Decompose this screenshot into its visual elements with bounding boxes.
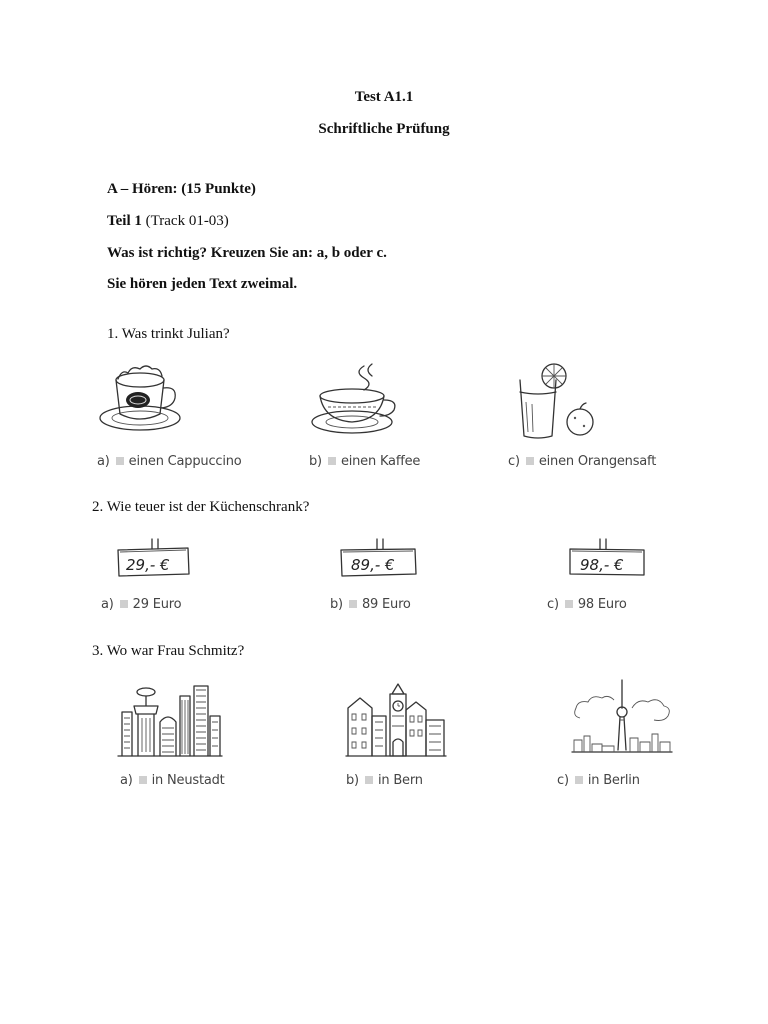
question-1: 1. Was trinkt Julian? <box>107 326 230 342</box>
answer-2b-checkbox[interactable] <box>349 600 357 608</box>
track-info: (Track 01-03) <box>141 213 229 229</box>
answer-letter: a) <box>120 773 133 788</box>
price-tag-a-image <box>114 538 194 586</box>
price-tag-c-text: 98,- € <box>580 556 624 574</box>
answer-3c <box>557 773 640 788</box>
test-title: Test A1.1 <box>354 89 414 105</box>
answer-letter: c) <box>547 597 559 612</box>
answer-label: einen Kaffee <box>340 454 421 469</box>
answer-3c-checkbox[interactable] <box>575 776 583 784</box>
answer-letter: a) <box>97 454 110 469</box>
note-text: Sie hören jeden Text zweimal. <box>107 276 298 292</box>
answer-3b-checkbox[interactable] <box>365 776 373 784</box>
answer-letter: b) <box>330 597 343 612</box>
answer-2c <box>547 597 627 612</box>
answer-label: 98 Euro <box>577 597 627 612</box>
answer-2c-checkbox[interactable] <box>565 600 573 608</box>
answer-letter: c) <box>508 454 520 469</box>
cappuccino-cup-image <box>98 366 190 442</box>
answer-1c-checkbox[interactable] <box>526 457 534 465</box>
answer-2a-checkbox[interactable] <box>120 600 128 608</box>
answer-label: 89 Euro <box>361 597 411 612</box>
answer-label: in Berlin <box>587 773 640 788</box>
test-subtitle: Schriftliche Prüfung <box>318 121 450 137</box>
answer-letter: b) <box>346 773 359 788</box>
answer-1b-checkbox[interactable] <box>328 457 336 465</box>
coffee-cup-image <box>306 362 406 442</box>
answer-letter: a) <box>101 597 114 612</box>
answer-1b <box>309 454 420 469</box>
answer-3b <box>346 773 423 788</box>
answer-label: einen Cappuccino <box>128 454 242 469</box>
question-3: 3. Wo war Frau Schmitz? <box>92 643 245 659</box>
answer-3a <box>120 773 225 788</box>
teil-label: Teil 1 <box>107 213 142 229</box>
answer-1a <box>97 454 242 469</box>
price-tag-b-image <box>337 538 421 586</box>
answer-letter: b) <box>309 454 322 469</box>
orange-juice-image <box>512 362 604 442</box>
answer-1a-checkbox[interactable] <box>116 457 124 465</box>
question-2: 2. Wie teuer ist der Küchenschrank? <box>92 499 310 515</box>
answer-label: in Bern <box>377 773 423 788</box>
modern-city-image <box>118 682 222 758</box>
answer-label: einen Orangensaft <box>538 454 657 469</box>
price-tag-a-text: 29,- € <box>126 556 170 574</box>
answer-2a <box>101 597 181 612</box>
tv-tower-image <box>572 678 672 758</box>
answer-label: in Neustadt <box>151 773 225 788</box>
answer-2b <box>330 597 411 612</box>
answer-1c <box>508 454 656 469</box>
price-tag-b-text: 89,- € <box>351 556 395 574</box>
answer-3a-checkbox[interactable] <box>139 776 147 784</box>
section-heading: A – Hören: (15 Punkte) <box>107 181 256 197</box>
price-tag-c-image <box>566 538 650 586</box>
answer-letter: c) <box>557 773 569 788</box>
teil-line <box>107 213 229 230</box>
answer-label: 29 Euro <box>132 597 182 612</box>
old-town-image <box>346 682 446 758</box>
instruction-text: Was ist richtig? Kreuzen Sie an: a, b oder c. <box>107 245 387 261</box>
